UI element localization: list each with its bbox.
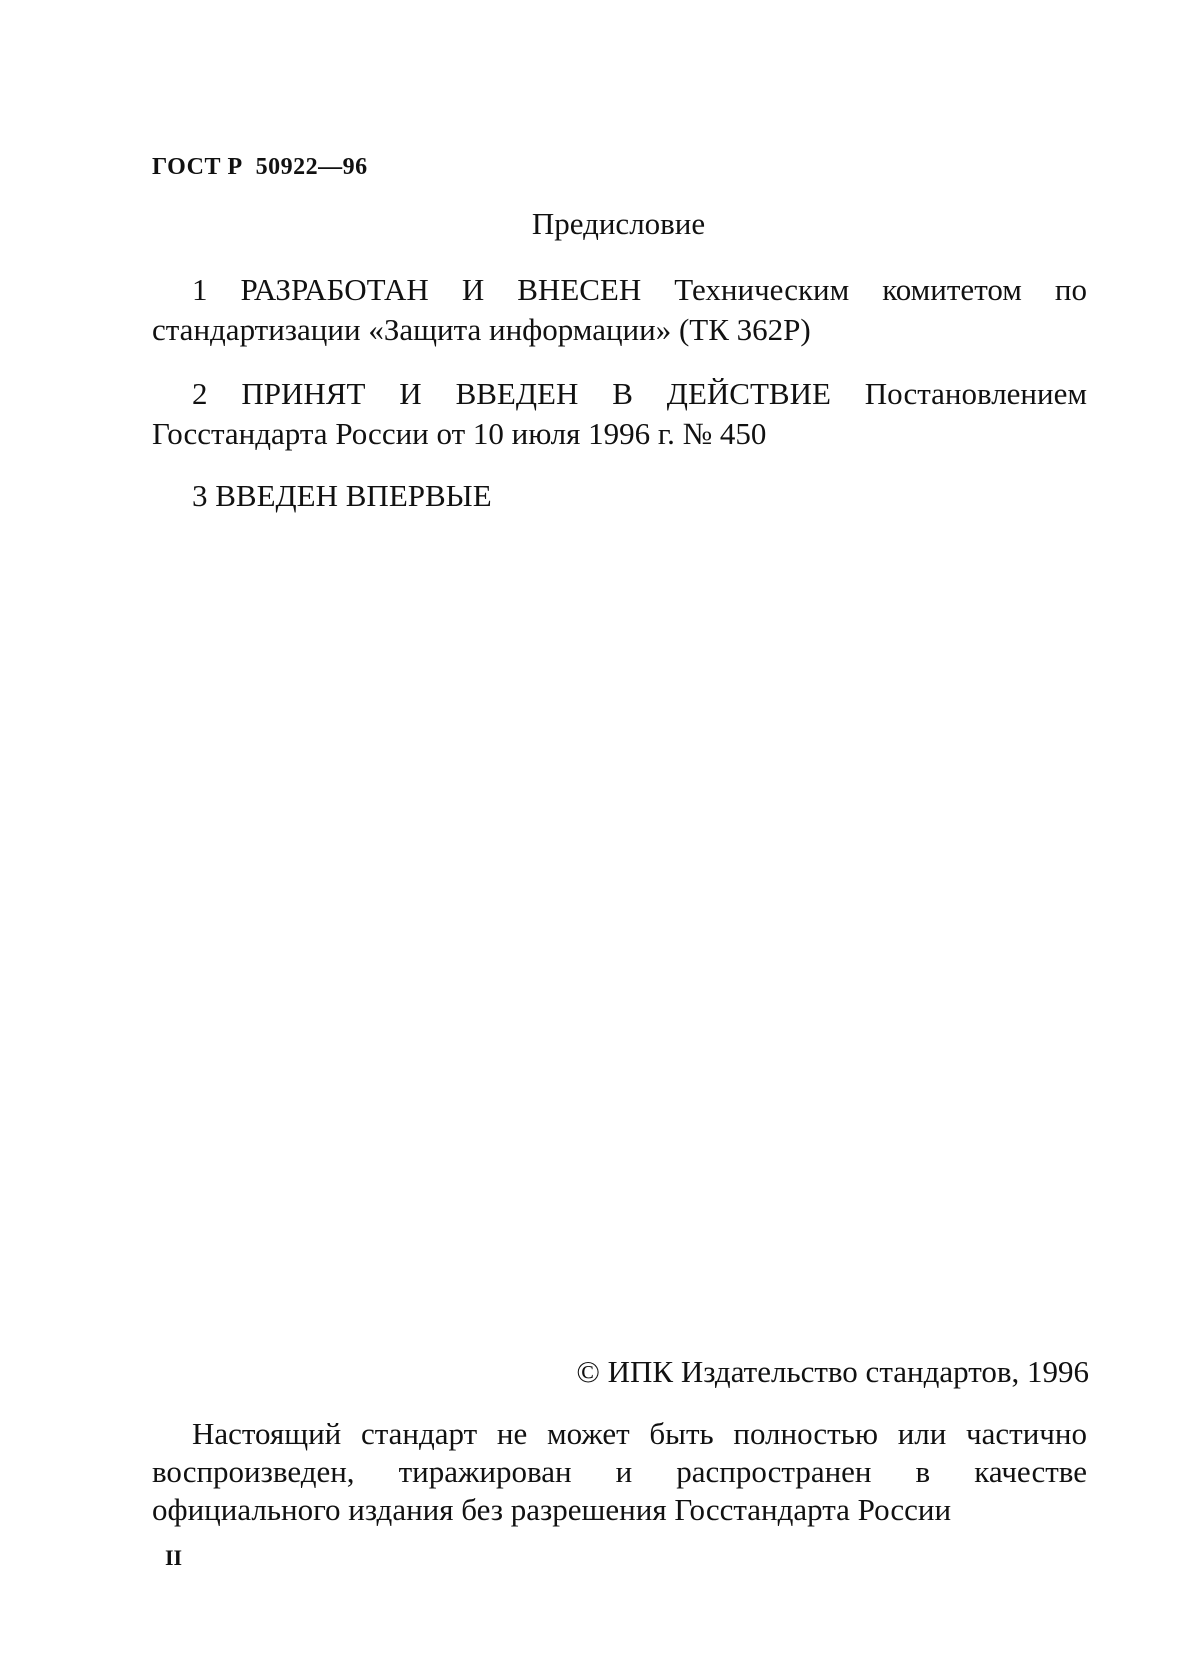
preface-title: Предисловие <box>531 206 706 241</box>
preface-item-3: 3 ВВЕДЕН ВПЕРВЫЕ <box>192 478 492 513</box>
reproduction-notice: Настоящий стандарт не может быть полностью или частично воспроизведен, тиражирован и распространен в качестве официального издания без разрешения Госстандарта России <box>152 1416 1087 1527</box>
copyright-line: © ИПК Издательство стандартов, 1996 <box>576 1354 1089 1389</box>
preface-item-2: 2 ПРИНЯТ И ВВЕДЕН В ДЕЙСТВИЕ Постановлением Госстандарта России от 10 июля 1996 г. № 450 <box>152 376 1087 451</box>
preface-item-1: 1 РАЗРАБОТАН И ВНЕСЕН Техническим комитетом по стандартизации «Защита информации» (ТК 362Р) <box>152 272 1087 347</box>
page-number: II <box>165 1545 183 1570</box>
document-code: ГОСТ Р 50922—96 <box>152 154 368 180</box>
